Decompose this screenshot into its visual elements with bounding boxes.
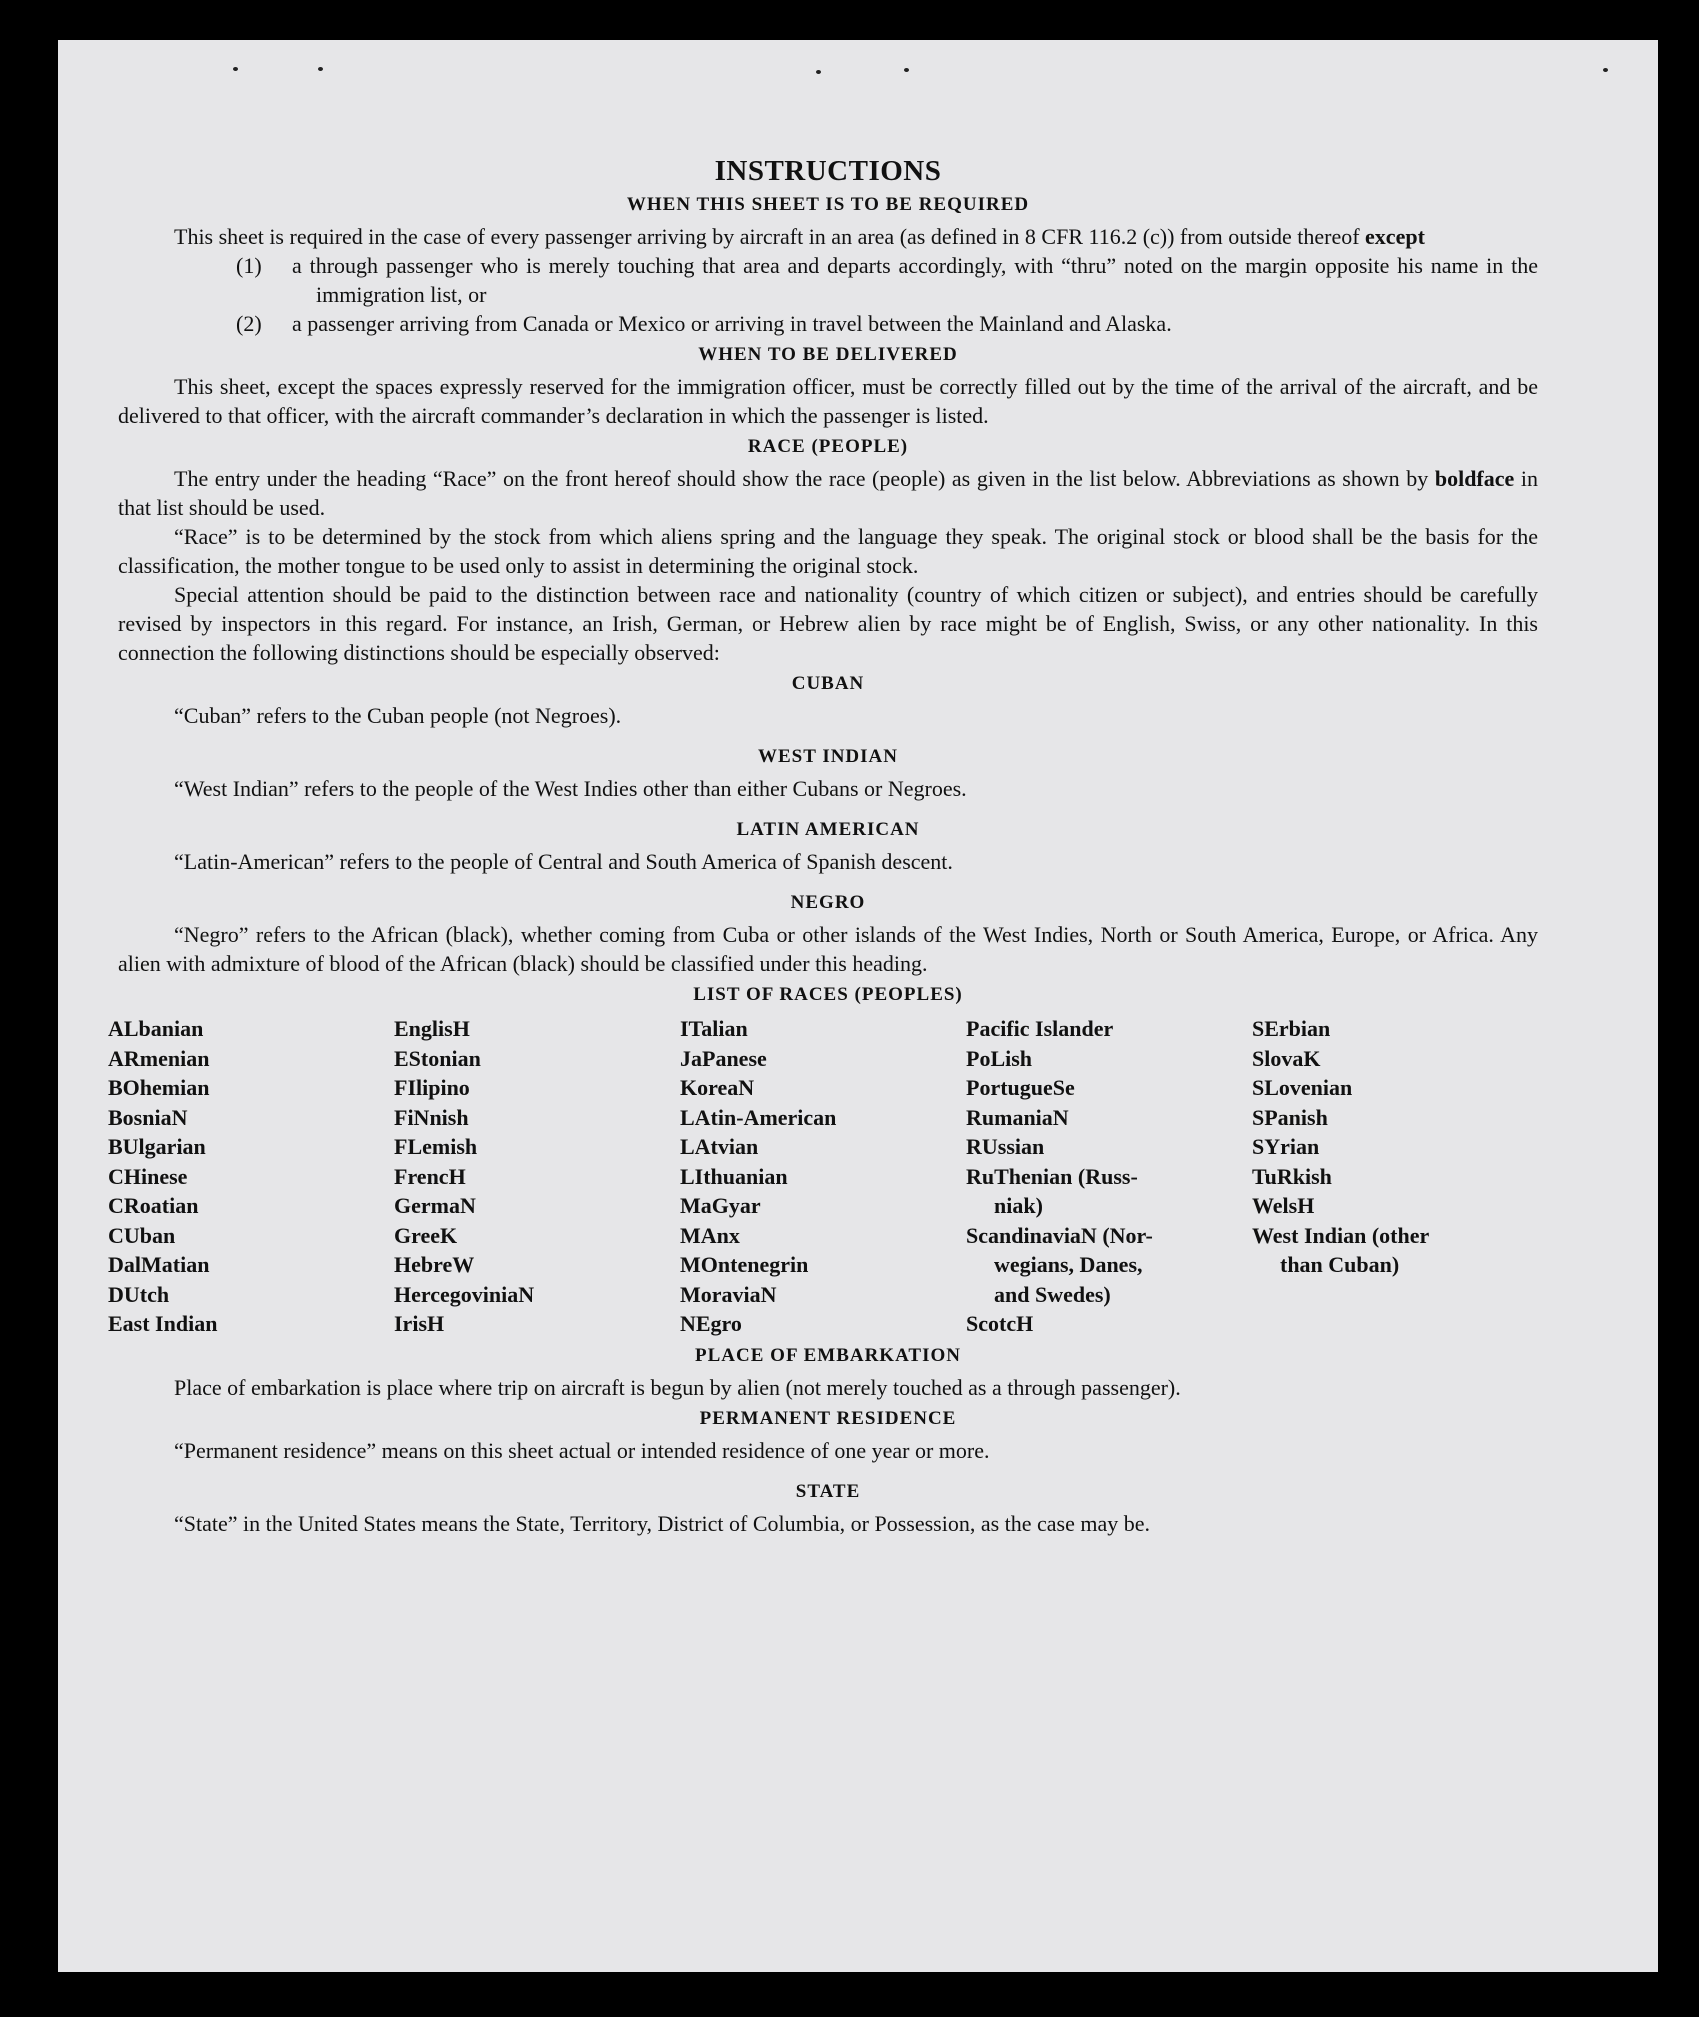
section-heading-cuban: CUBAN <box>791 673 865 694</box>
race-item: than Cuban) <box>1280 1252 1400 1277</box>
section-heading-embarkation: PLACE OF EMBARKATION <box>695 1344 961 1366</box>
race-item: ScandinaviaN (Nor- <box>966 1222 1153 1248</box>
page-title: INSTRUCTIONS <box>714 155 942 187</box>
race-item: ARmenian <box>108 1045 210 1071</box>
section-heading-negro: NEGRO <box>790 892 866 913</box>
race-item: WelsH <box>1252 1193 1315 1218</box>
race-item: SYrian <box>1252 1134 1320 1159</box>
race-paragraph-1: The entry under the heading “Race” on the front hereof should show the race (people) as given in the list below. Abbreviations as shown by boldface in that list should be used. <box>118 466 1538 520</box>
race-item: FrencH <box>394 1163 466 1189</box>
race-item: SPanish <box>1252 1104 1328 1130</box>
document-page <box>58 40 1658 1972</box>
section-heading-race: RACE (PEOPLE) <box>747 436 909 457</box>
race-item: RuThenian (Russ- <box>966 1163 1138 1189</box>
section-heading-state: STATE <box>795 1480 861 1502</box>
race-column <box>680 1014 966 1339</box>
race-item: niak) <box>994 1193 1043 1218</box>
race-item: BUlgarian <box>108 1134 206 1159</box>
list-item: (2) a passenger arriving from Canada or Mexico or arriving in travel between the Mainland and Alaska. <box>236 311 1172 336</box>
race-item: GreeK <box>394 1222 458 1248</box>
state-text: “State” in the United States means the State, Territory, District of Columbia, or Possession, as the case may be. <box>174 1510 1151 1536</box>
list-item: (1) a through passenger who is merely touching that area and departs accordingly, with “thru” noted on the margin opposite his name in the immigration list, or <box>236 253 1538 307</box>
race-item: DUtch <box>108 1281 170 1307</box>
race-item: wegians, Danes, <box>994 1252 1143 1277</box>
race-item: LIthuanian <box>680 1163 788 1189</box>
residence-text: “Permanent residence” means on this sheet actual or intended residence of one year or more. <box>174 1437 990 1463</box>
race-column <box>108 1014 394 1339</box>
race-item: FLemish <box>394 1134 478 1159</box>
race-item: IrisH <box>394 1311 445 1336</box>
race-paragraph-3: Special attention should be paid to the distinction between race and nationality (country of which citizen or subject), and entries should be carefully revised by inspectors in this regard. For instance, an Irish, German, or Hebrew alien by race might be of English, Swiss, or any other nationality. In this connection the following distinctions should be especially observed: <box>118 582 1538 665</box>
race-item: MaGyar <box>680 1193 761 1218</box>
race-item: FIlipino <box>394 1075 470 1100</box>
race-item: ITalian <box>680 1016 748 1041</box>
race-item: CHinese <box>108 1163 188 1189</box>
race-item: MoraviaN <box>680 1281 777 1307</box>
race-item: NEgro <box>680 1311 742 1336</box>
race-item: ALbanian <box>108 1016 204 1041</box>
race-item: LAtvian <box>680 1134 759 1159</box>
race-item: BosniaN <box>108 1104 188 1130</box>
race-item: PortugueSe <box>966 1075 1075 1100</box>
race-item: SLovenian <box>1252 1075 1353 1100</box>
race-item: MAnx <box>680 1222 740 1248</box>
race-item: HercegoviniaN <box>394 1281 535 1307</box>
race-item: GermaN <box>394 1193 476 1218</box>
race-item: EnglisH <box>394 1016 470 1041</box>
race-item: RUssian <box>966 1134 1045 1159</box>
section-heading-required: WHEN THIS SHEET IS TO BE REQUIRED <box>626 194 1030 215</box>
race-item: RumaniaN <box>966 1104 1069 1130</box>
race-item: Pacific Islander <box>966 1016 1114 1041</box>
race-list <box>108 1014 1538 1339</box>
race-item: CUban <box>108 1222 176 1248</box>
required-intro: This sheet is required in the case of every passenger arriving by aircraft in an area (as defined in 8 CFR 116.2 (c)) from outside thereof except <box>174 224 1425 249</box>
cuban-text: “Cuban” refers to the Cuban people (not Negroes). <box>174 703 622 728</box>
race-item: ScotcH <box>966 1311 1034 1336</box>
race-item: MOntenegrin <box>680 1252 809 1277</box>
exception-list <box>118 251 1538 338</box>
latin-american-text: “Latin-American” refers to the people of Central and South America of Spanish descent. <box>174 849 953 874</box>
delivered-text: This sheet, except the spaces expressly reserved for the immigration officer, must be correctly filled out by the time of the arrival of the aircraft, and be delivered to that officer, with the aircraft commander’s declaration in which the passenger is listed. <box>118 374 1538 428</box>
race-item: EStonian <box>394 1045 481 1071</box>
race-column <box>394 1014 680 1339</box>
negro-text: “Negro” refers to the African (black), whether coming from Cuba or other islands of the West Indies, North or South America, Europe, or Africa. Any alien with admixture of blood of the African (black) should be classified under this heading. <box>118 922 1538 976</box>
race-item: West Indian (other <box>1252 1222 1430 1248</box>
scan-speck <box>816 70 821 74</box>
scan-speck <box>318 67 323 71</box>
race-item: TuRkish <box>1252 1163 1332 1189</box>
race-item: HebreW <box>394 1252 475 1277</box>
race-paragraph-2: “Race” is to be determined by the stock from which aliens spring and the language they speak. The original stock or blood shall be the basis for the classification, the mother tongue to be used only to assist in determining the original stock. <box>118 524 1538 578</box>
race-item: SErbian <box>1252 1016 1331 1041</box>
race-item: JaPanese <box>680 1045 767 1071</box>
section-heading-residence: PERMANENT RESIDENCE <box>699 1407 957 1429</box>
instructions-content <box>108 155 1538 1538</box>
race-item: KoreaN <box>680 1075 755 1100</box>
embarkation-text: Place of embarkation is place where trip on aircraft is begun by alien (not merely touched as a through passenger). <box>174 1374 1181 1400</box>
race-item: PoLish <box>966 1045 1033 1071</box>
section-heading-west-indian: WEST INDIAN <box>758 746 898 767</box>
race-item: East Indian <box>108 1311 218 1336</box>
scan-speck <box>233 67 238 71</box>
scan-speck <box>1603 68 1608 72</box>
race-item: SlovaK <box>1252 1045 1321 1071</box>
race-item: FiNnish <box>394 1104 469 1130</box>
race-column <box>1252 1014 1538 1339</box>
race-item: DalMatian <box>108 1252 210 1277</box>
race-item: and Swedes) <box>994 1281 1111 1307</box>
race-item: LAtin-American <box>680 1104 837 1130</box>
west-indian-text: “West Indian” refers to the people of the West Indies other than either Cubans or Negroes. <box>174 776 967 801</box>
section-heading-latin-american: LATIN AMERICAN <box>736 819 920 840</box>
race-item: CRoatian <box>108 1193 199 1218</box>
section-heading-races: LIST OF RACES (PEOPLES) <box>693 984 963 1005</box>
scan-speck <box>904 68 909 72</box>
section-heading-delivered: WHEN TO BE DELIVERED <box>698 344 958 365</box>
race-column <box>966 1014 1252 1339</box>
race-item: BOhemian <box>108 1075 210 1100</box>
